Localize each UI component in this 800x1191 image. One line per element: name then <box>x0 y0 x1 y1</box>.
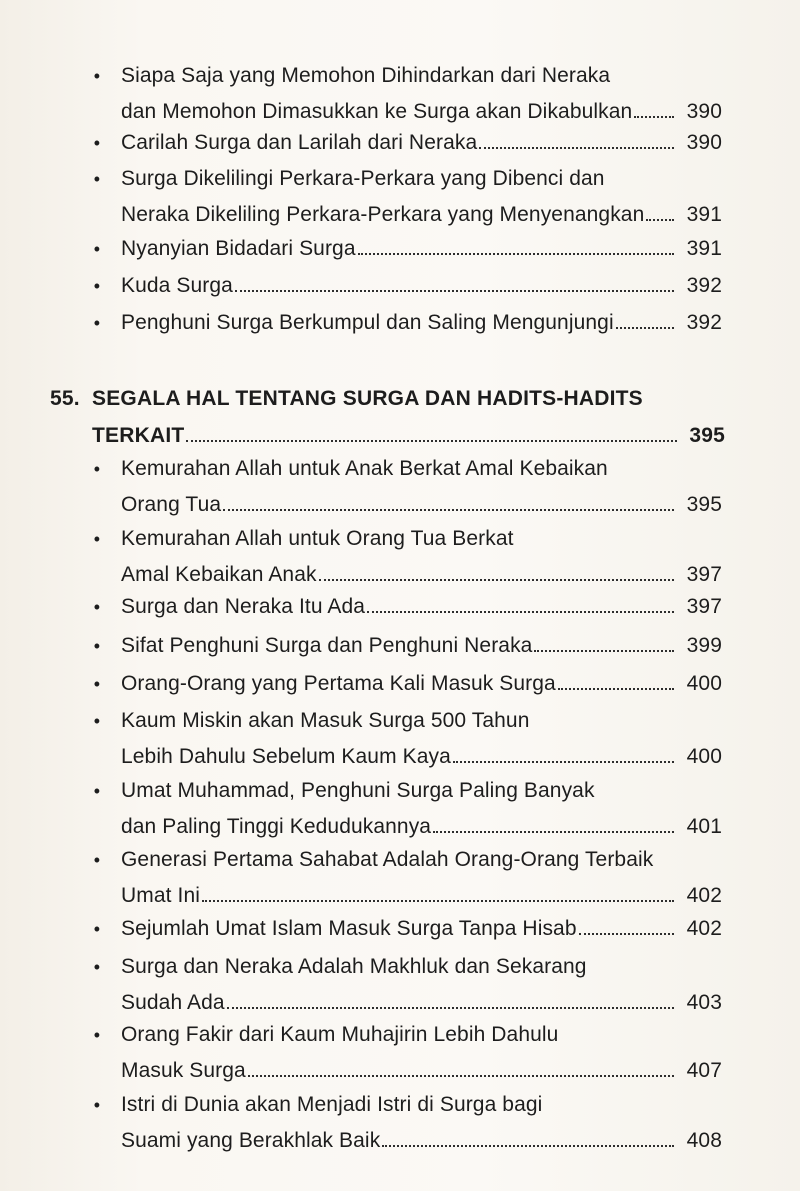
toc-entry-last-line <box>121 878 722 914</box>
toc-entry-title-end: Amal Kebaikan Anak <box>121 563 317 586</box>
toc-entry-text <box>121 773 722 845</box>
toc-entry-line: Surga Dikelilingi Perkara-Perkara yang Dibenci dan <box>121 167 605 190</box>
bullet-icon: • <box>93 529 101 549</box>
page-number: 390 <box>686 131 722 154</box>
toc-entry-last-line <box>121 589 722 625</box>
bullet-icon: • <box>93 850 101 870</box>
toc-entry-text <box>121 949 722 1021</box>
toc-entry <box>92 305 722 341</box>
toc-entry <box>92 666 722 702</box>
toc-entry-last-line <box>121 197 722 233</box>
toc-entry <box>92 58 722 130</box>
toc-entry-line: Surga dan Neraka Adalah Makhluk dan Sekarang <box>121 955 587 978</box>
toc-entry-title-end: Masuk Surga <box>121 1059 246 1082</box>
toc-entry-title: Surga dan Neraka Itu Ada <box>121 595 366 618</box>
toc-entry <box>92 949 722 1021</box>
toc-entry-text <box>121 842 722 914</box>
section-title-end: TERKAIT <box>92 424 185 447</box>
dot-leader <box>453 761 674 763</box>
page-number: 400 <box>686 745 722 768</box>
toc-entry-text <box>121 521 722 593</box>
bullet-icon: • <box>93 957 101 977</box>
toc-entry <box>92 911 722 947</box>
bullet-icon: • <box>93 169 101 189</box>
toc-entry <box>92 628 722 664</box>
dot-leader <box>558 688 674 690</box>
bullet-icon: • <box>93 597 101 617</box>
toc-entry-last-line <box>121 125 722 161</box>
page-number: 407 <box>686 1059 722 1082</box>
toc-entry <box>92 231 722 267</box>
toc-entry <box>92 1087 722 1159</box>
dot-leader <box>382 1145 674 1147</box>
dot-leader <box>248 1075 674 1077</box>
toc-entry-last-line <box>121 911 722 947</box>
toc-entry-line: Kaum Miskin akan Masuk Surga 500 Tahun <box>121 709 530 732</box>
toc-entry-title-end: Orang Tua <box>121 493 222 516</box>
toc-entry-line: Kemurahan Allah untuk Anak Berkat Amal Kebaikan <box>121 457 608 480</box>
toc-entry-last-line <box>121 809 722 845</box>
toc-entry-title: Penghuni Surga Berkumpul dan Saling Mengunjungi <box>121 311 614 334</box>
dot-leader <box>235 290 674 292</box>
section-title <box>92 380 725 454</box>
toc-entry-title: Carilah Surga dan Larilah dari Neraka <box>121 131 478 154</box>
toc-entry-last-line <box>121 487 722 523</box>
toc-entry-title-end: Lebih Dahulu Sebelum Kaum Kaya <box>121 745 451 768</box>
toc-entry-last-line <box>121 557 722 593</box>
toc-entry-line: Siapa Saja yang Memohon Dihindarkan dari Neraka <box>121 64 611 87</box>
toc-entry-line: Generasi Pertama Sahabat Adalah Orang-Orang Terbaik <box>121 848 654 871</box>
toc-entry-title-end: dan Paling Tinggi Kedudukannya <box>121 815 432 838</box>
bullet-icon: • <box>93 66 101 86</box>
dot-leader <box>634 116 674 118</box>
toc-entry-text <box>121 666 722 702</box>
toc-entry-line: Orang Fakir dari Kaum Muhajirin Lebih Dahulu <box>121 1023 559 1046</box>
toc-entry-title: Sifat Penghuni Surga dan Penghuni Neraka <box>121 634 533 657</box>
toc-entry-title-end: Suami yang Berakhlak Baik <box>121 1129 381 1152</box>
toc-entry-line: Istri di Dunia akan Menjadi Istri di Surga bagi <box>121 1093 543 1116</box>
toc-entry-text <box>121 268 722 304</box>
toc-entry-text <box>121 58 722 130</box>
page-number: 391 <box>686 203 722 226</box>
toc-entry-text <box>121 1017 722 1089</box>
dot-leader <box>223 509 674 511</box>
toc-entry-line: Umat Muhammad, Penghuni Surga Paling Banyak <box>121 779 595 802</box>
page-number: 402 <box>686 917 722 940</box>
page-number: 402 <box>686 884 722 907</box>
toc-entry-text <box>121 231 722 267</box>
section-number: 55. <box>50 387 80 410</box>
page-number: 390 <box>686 100 722 123</box>
page-number: 400 <box>686 672 722 695</box>
toc-entry <box>92 842 722 914</box>
toc-entry <box>92 703 722 775</box>
toc-entry <box>92 773 722 845</box>
bullet-icon: • <box>93 781 101 801</box>
toc-entry-text <box>121 161 722 233</box>
toc-entry-last-line <box>121 305 722 341</box>
toc-entry-title: Orang-Orang yang Pertama Kali Masuk Surga <box>121 672 556 695</box>
bullet-icon: • <box>93 313 101 333</box>
toc-entry-last-line <box>121 666 722 702</box>
toc-entry-title-end: Umat Ini <box>121 884 200 907</box>
toc-entry <box>92 521 722 593</box>
toc-entry-last-line <box>121 628 722 664</box>
page-number: 395 <box>686 493 722 516</box>
dot-leader <box>579 933 674 935</box>
bullet-icon: • <box>93 711 101 731</box>
bullet-icon: • <box>93 636 101 656</box>
dot-leader <box>479 147 674 149</box>
dot-leader <box>319 579 674 581</box>
toc-entry <box>92 1017 722 1089</box>
toc-entry <box>92 589 722 625</box>
toc-entry-text <box>121 305 722 341</box>
toc-entry-title-end: Sudah Ada <box>121 991 225 1014</box>
page-number: 391 <box>686 237 722 260</box>
bullet-icon: • <box>93 1095 101 1115</box>
bullet-icon: • <box>93 276 101 296</box>
bullet-icon: • <box>93 239 101 259</box>
dot-leader <box>433 831 674 833</box>
toc-entry-title: Nyanyian Bidadari Surga <box>121 237 356 260</box>
toc-entry-text <box>121 628 722 664</box>
section-title-last-line <box>92 417 725 454</box>
section-page-number: 395 <box>689 424 725 447</box>
page-number: 397 <box>686 563 722 586</box>
toc-entry-last-line <box>121 1123 722 1159</box>
page-number: 401 <box>686 815 722 838</box>
toc-entry-text <box>121 589 722 625</box>
toc-entry-title-end: Neraka Dikeliling Perkara-Perkara yang Menyenangkan <box>121 203 645 226</box>
page-number: 403 <box>686 991 722 1014</box>
bullet-icon: • <box>93 674 101 694</box>
toc-entry-last-line <box>121 739 722 775</box>
toc-entry-last-line <box>121 231 722 267</box>
dot-leader <box>646 219 674 221</box>
toc-entry-last-line <box>121 1053 722 1089</box>
bullet-icon: • <box>93 133 101 153</box>
dot-leader <box>616 327 674 329</box>
dot-leader <box>227 1007 674 1009</box>
page-number: 408 <box>686 1129 722 1152</box>
toc-entry-text <box>121 451 722 523</box>
bullet-icon: • <box>93 1025 101 1045</box>
dot-leader <box>367 611 674 613</box>
toc-entry-last-line <box>121 985 722 1021</box>
toc-entry-text <box>121 125 722 161</box>
toc-entry <box>92 451 722 523</box>
page-number: 399 <box>686 634 722 657</box>
dot-leader <box>186 440 677 442</box>
bullet-icon: • <box>93 459 101 479</box>
toc-entry-title: Kuda Surga <box>121 274 233 297</box>
toc-entry-title: Sejumlah Umat Islam Masuk Surga Tanpa Hisab <box>121 917 577 940</box>
toc-entry <box>92 125 722 161</box>
toc-entry <box>92 161 722 233</box>
section-title-line: SEGALA HAL TENTANG SURGA DAN HADITS-HADITS <box>92 387 643 410</box>
section-heading <box>50 380 725 454</box>
toc-entry-line: Kemurahan Allah untuk Orang Tua Berkat <box>121 527 514 550</box>
page-number: 392 <box>686 311 722 334</box>
dot-leader <box>358 253 674 255</box>
page-number: 397 <box>686 595 722 618</box>
toc-entry <box>92 268 722 304</box>
toc-entry-text <box>121 911 722 947</box>
toc-entry-text <box>121 703 722 775</box>
toc-entry-text <box>121 1087 722 1159</box>
toc-entry-title-end: dan Memohon Dimasukkan ke Surga akan Dikabulkan <box>121 100 633 123</box>
page-number: 392 <box>686 274 722 297</box>
dot-leader <box>202 900 674 902</box>
bullet-icon: • <box>93 919 101 939</box>
toc-entry-last-line <box>121 268 722 304</box>
dot-leader <box>534 650 674 652</box>
